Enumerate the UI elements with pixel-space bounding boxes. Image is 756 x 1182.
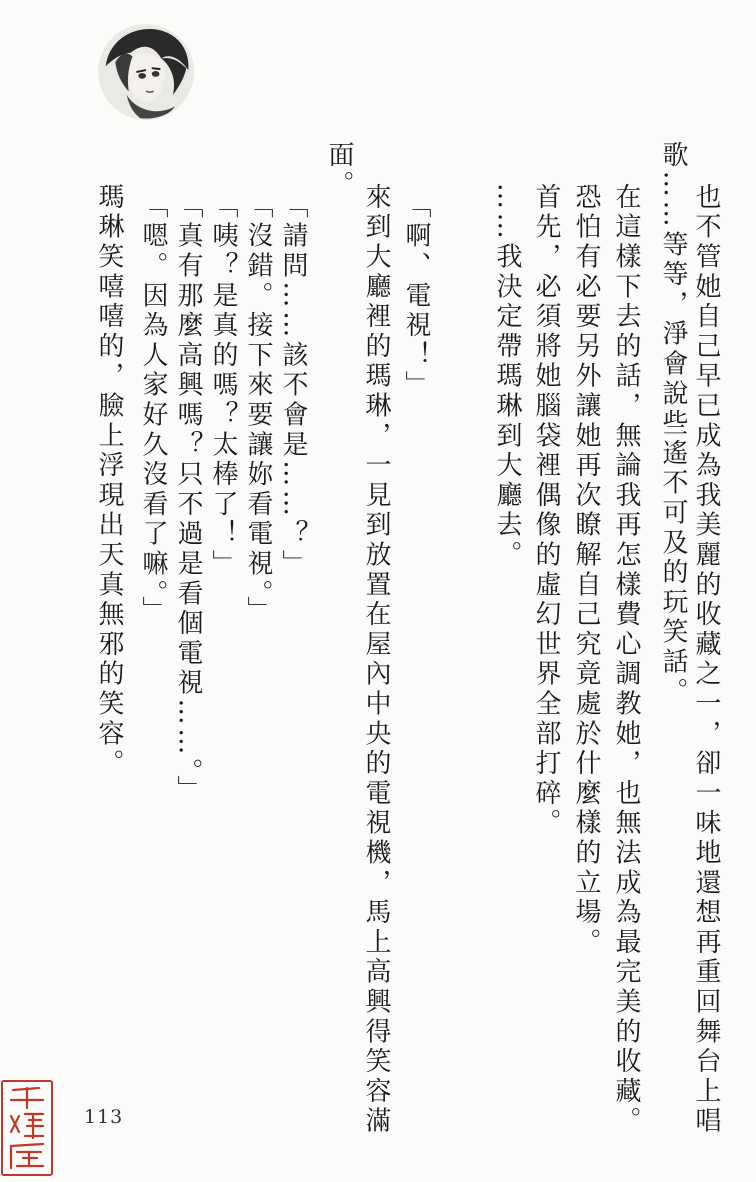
- page-number: 113: [84, 1106, 124, 1128]
- text-column: 來到大廳裡的瑪琳，一見到放置在屋內中央的電視機，馬上高興得笑容滿: [361, 183, 391, 1137]
- text-column: 恐怕有必要另外讓她再次瞭解自己究竟處於什麼樣的立場。: [571, 183, 601, 958]
- text-column: 在這樣下去的話，無論我再怎樣費心調教她，也無法成為最完美的收藏。: [611, 183, 641, 1137]
- text-column: 首先，必須將她腦袋裡偶像的虛幻世界全部打碎。: [531, 183, 561, 839]
- text-column: 面。: [324, 141, 354, 201]
- text-column: 瑪琳笑嘻嘻的，臉上浮現出天真無邪的笑容。: [94, 183, 124, 779]
- dialogue-column: 「沒錯。接下來要讓妳看電視。」: [243, 192, 273, 626]
- text-column: 歌……等等，淨會說些遙不可及的玩笑話。: [658, 141, 688, 708]
- dialogue-column: 「啊、電視！」: [401, 192, 431, 401]
- dialogue-column: 「真有那麼高興嗎？只不過是看個電視……。」: [173, 192, 203, 805]
- dialogue-column: 「咦？是真的嗎？太棒了！」: [208, 192, 238, 580]
- dialogue-column: 「請問……該不會是……？」: [278, 192, 308, 580]
- text-column: ……我決定帶瑪琳到大廳去。: [492, 183, 522, 571]
- character-portrait: [98, 24, 194, 120]
- dialogue-column: 「嗯。因為人家好久沒看了嘛。」: [138, 192, 168, 626]
- text-column: 也不管她自己早已成為我美麗的收藏之一，卻一味地還想再重回舞台上唱: [691, 183, 721, 1137]
- publisher-seal: [1, 1080, 53, 1176]
